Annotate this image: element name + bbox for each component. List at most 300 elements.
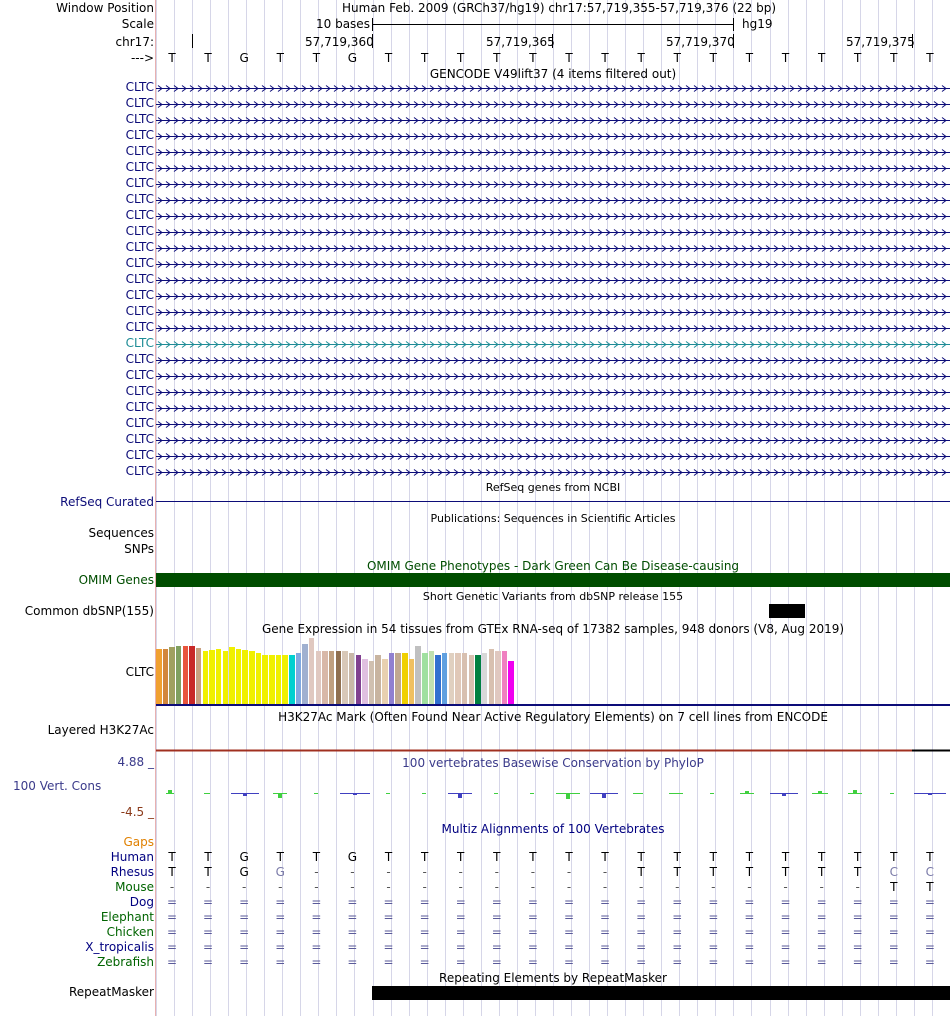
scale-label: Scale xyxy=(121,17,154,31)
multiz-base: = xyxy=(275,895,286,909)
gtex-tissue-bar[interactable] xyxy=(242,650,248,704)
multiz-base: = xyxy=(491,940,502,954)
multiz-base: - xyxy=(494,865,499,879)
multiz-base: - xyxy=(205,880,211,894)
phylop-score-mark xyxy=(812,791,828,794)
gencode-transcript-line[interactable] xyxy=(156,257,950,271)
multiz-base: T xyxy=(601,850,609,864)
multiz-base: = xyxy=(888,955,899,969)
phylop-score-mark xyxy=(340,794,370,796)
gtex-tissue-bar[interactable] xyxy=(342,651,348,704)
gtex-tissue-bar[interactable] xyxy=(183,646,189,704)
gencode-transcript-label[interactable]: CLTC xyxy=(125,368,154,382)
multiz-base: = xyxy=(924,895,935,909)
multiz-species-label[interactable]: X_tropicalis xyxy=(85,940,154,954)
multiz-base: G xyxy=(347,850,358,864)
multiz-base: T xyxy=(781,850,790,864)
multiz-base: = xyxy=(383,910,394,924)
multiz-base: = xyxy=(563,910,575,924)
gtex-tissue-bar[interactable] xyxy=(382,659,388,704)
multiz-base: - xyxy=(386,880,391,894)
multiz-base: = xyxy=(600,955,611,969)
multiz-base: T xyxy=(493,850,501,864)
multiz-base: C xyxy=(925,865,935,879)
sequence-base: T xyxy=(709,51,718,65)
gtex-tissue-bar[interactable] xyxy=(169,647,175,704)
gtex-tissue-bar[interactable] xyxy=(249,651,255,704)
gtex-tissue-bar[interactable] xyxy=(209,650,215,704)
sequence-base: T xyxy=(854,51,862,65)
gtex-tissue-bar[interactable] xyxy=(329,651,335,704)
repeatmasker-label[interactable]: RepeatMasker xyxy=(68,985,154,999)
multiz-base: = xyxy=(239,940,250,954)
multiz-base: T xyxy=(926,850,934,864)
multiz-base: = xyxy=(383,925,394,939)
gencode-transcript-label[interactable]: CLTC xyxy=(125,352,154,366)
multiz-base: - xyxy=(494,880,499,894)
multiz-base: = xyxy=(636,910,647,924)
gencode-transcript-label[interactable]: CLTC xyxy=(125,112,154,126)
gencode-transcript-line[interactable] xyxy=(156,113,950,127)
multiz-base: = xyxy=(708,895,719,909)
multiz-base: T xyxy=(168,865,176,879)
gtex-tissue-bar[interactable] xyxy=(276,655,282,704)
multiz-base: T xyxy=(457,850,465,864)
multiz-base: = xyxy=(455,955,466,969)
multiz-base: - xyxy=(566,865,572,879)
multiz-base: = xyxy=(166,910,178,924)
repeatmasker-title: Repeating Elements by RepeatMasker xyxy=(439,971,667,985)
gtex-tissue-bar[interactable] xyxy=(502,651,508,704)
multiz-base: = xyxy=(744,940,755,954)
multiz-base: = xyxy=(816,940,827,954)
dbsnp-label[interactable]: Common dbSNP(155) xyxy=(24,604,154,618)
scale-text: 10 bases xyxy=(316,17,370,31)
gtex-tissue-bar[interactable] xyxy=(189,646,195,704)
sequence-base: T xyxy=(781,51,790,65)
gtex-tissue-bar[interactable] xyxy=(316,651,322,704)
sequence-base: T xyxy=(420,51,429,65)
gencode-transcript-line[interactable] xyxy=(156,209,950,223)
multiz-base: = xyxy=(527,955,538,969)
phylop-score-mark xyxy=(669,793,683,794)
refseq-title: RefSeq genes from NCBI xyxy=(485,481,621,494)
gencode-transcript-label[interactable]: CLTC xyxy=(125,128,154,142)
gencode-transcript-label[interactable]: CLTC xyxy=(125,320,154,334)
multiz-base: = xyxy=(419,940,430,954)
gtex-tissue-bar[interactable] xyxy=(256,653,262,704)
multiz-species-label[interactable]: Chicken xyxy=(106,925,154,939)
gencode-transcript-label[interactable]: CLTC xyxy=(125,448,154,462)
multiz-base: T xyxy=(565,850,573,864)
phylop-score-mark xyxy=(770,794,798,797)
multiz-base: T xyxy=(276,850,284,864)
gtex-tissue-bar[interactable] xyxy=(362,659,368,704)
multiz-base: = xyxy=(816,895,827,909)
sequence-base: T xyxy=(529,51,537,65)
multiz-base: = xyxy=(744,925,755,939)
multiz-base: - xyxy=(638,880,644,894)
multiz-base: - xyxy=(458,865,463,879)
multiz-base: = xyxy=(563,940,575,954)
phylop-title: 100 vertebrates Basewise Conservation by PhyloP xyxy=(402,756,704,770)
multiz-base: = xyxy=(347,940,358,954)
gencode-transcript-line[interactable] xyxy=(156,353,950,367)
multiz-base: - xyxy=(783,880,788,894)
multiz-base: = xyxy=(708,925,719,939)
gencode-transcript-label[interactable]: CLTC xyxy=(125,208,154,222)
multiz-base: = xyxy=(203,925,214,939)
gtex-tissue-bar[interactable] xyxy=(349,653,355,704)
multiz-base: T xyxy=(890,850,898,864)
gencode-transcript-label[interactable]: CLTC xyxy=(125,176,154,190)
gtex-tissue-bar[interactable] xyxy=(482,653,488,704)
phylop-score-mark xyxy=(530,793,534,794)
gencode-transcript-line[interactable] xyxy=(156,465,950,479)
phylop-score-mark xyxy=(890,793,894,794)
multiz-base: = xyxy=(455,895,466,909)
window-position-label: Window Position xyxy=(56,1,154,15)
publications-sequences-label[interactable]: Sequences xyxy=(88,526,154,540)
sequence-base: G xyxy=(347,51,358,65)
phylop-max-label: 4.88 _ xyxy=(117,755,154,769)
multiz-base: = xyxy=(744,895,755,909)
multiz-base: = xyxy=(888,940,899,954)
gencode-transcript-line[interactable] xyxy=(156,161,950,175)
multiz-base: = xyxy=(491,910,502,924)
multiz-base: = xyxy=(636,895,647,909)
gtex-tissue-bar[interactable] xyxy=(163,649,169,704)
multiz-base: T xyxy=(673,850,681,864)
phylop-score-mark xyxy=(848,790,862,794)
dbsnp-variant[interactable] xyxy=(769,604,805,618)
phylop-min-label: -4.5 _ xyxy=(120,805,154,819)
multiz-base: = xyxy=(852,910,863,924)
multiz-base: = xyxy=(311,940,322,954)
gencode-transcript-line[interactable] xyxy=(156,193,950,207)
coord-2: 57,719,365 xyxy=(486,35,555,49)
multiz-base: G xyxy=(275,865,285,879)
gtex-tissue-bar[interactable] xyxy=(475,655,481,704)
gtex-tissue-bar[interactable] xyxy=(455,653,461,704)
multiz-base: - xyxy=(422,865,427,879)
gtex-tissue-bar[interactable] xyxy=(462,653,468,704)
gtex-tissue-bar[interactable] xyxy=(489,649,495,704)
multiz-base: - xyxy=(314,880,319,894)
sequence-base: G xyxy=(239,51,249,65)
multiz-base: - xyxy=(458,880,463,894)
gtex-tissue-bar[interactable] xyxy=(289,655,295,704)
gtex-tissue-bar[interactable] xyxy=(336,651,342,704)
gencode-transcript-line[interactable] xyxy=(156,433,950,447)
multiz-base: = xyxy=(491,895,502,909)
gencode-transcript-line[interactable] xyxy=(156,385,950,399)
sequence-base: T xyxy=(673,51,681,65)
gtex-tissue-bar[interactable] xyxy=(176,646,182,704)
gencode-transcript-line[interactable] xyxy=(156,401,950,415)
gencode-transcript-line[interactable] xyxy=(156,289,950,303)
multiz-base: - xyxy=(602,865,608,879)
multiz-base: = xyxy=(347,895,358,909)
multiz-base: = xyxy=(708,910,719,924)
gencode-transcript-label[interactable]: CLTC xyxy=(125,96,154,110)
gtex-label[interactable]: CLTC xyxy=(125,665,154,679)
multiz-base: = xyxy=(383,955,394,969)
multiz-base: - xyxy=(169,880,175,894)
gtex-tissue-bar[interactable] xyxy=(196,648,202,704)
gencode-transcript-label[interactable]: CLTC xyxy=(125,272,154,286)
multiz-base: - xyxy=(855,880,860,894)
chrom-label: chr17: xyxy=(115,35,154,49)
multiz-base: - xyxy=(314,865,319,879)
gtex-tissue-bar[interactable] xyxy=(442,653,448,704)
multiz-base: = xyxy=(600,910,611,924)
gencode-transcript-label[interactable]: CLTC xyxy=(125,288,154,302)
multiz-base: T xyxy=(384,850,393,864)
gtex-tissue-bar[interactable] xyxy=(203,651,209,704)
multiz-base: - xyxy=(386,865,391,879)
gencode-transcript-label[interactable]: CLTC xyxy=(125,192,154,206)
multiz-base: = xyxy=(419,910,430,924)
multiz-base: = xyxy=(491,955,502,969)
gtex-tissue-bar[interactable] xyxy=(402,653,408,704)
gencode-transcript-line[interactable] xyxy=(156,273,950,287)
phylop-score-mark xyxy=(314,793,318,794)
gencode-transcript-line[interactable] xyxy=(156,241,950,255)
gencode-transcript-line[interactable] xyxy=(156,145,950,159)
multiz-base: = xyxy=(166,925,178,939)
multiz-base: = xyxy=(924,925,935,939)
gencode-transcript-label[interactable]: CLTC xyxy=(125,464,154,478)
sequence-base: T xyxy=(745,51,754,65)
gencode-transcript-line[interactable] xyxy=(156,81,950,95)
multiz-base: = xyxy=(347,925,358,939)
gencode-transcript-label[interactable]: CLTC xyxy=(125,160,154,174)
gtex-tissue-bar[interactable] xyxy=(229,647,235,704)
gencode-transcript-label[interactable]: CLTC xyxy=(125,432,154,446)
multiz-base: = xyxy=(203,940,214,954)
multiz-base: = xyxy=(852,895,863,909)
multiz-base: = xyxy=(455,910,466,924)
multiz-base: T xyxy=(817,850,826,864)
multiz-base: - xyxy=(278,880,283,894)
publications-title: Publications: Sequences in Scientific Articles xyxy=(430,512,676,525)
gencode-transcript-line[interactable] xyxy=(156,449,950,463)
multiz-base: - xyxy=(422,880,427,894)
h3k27ac-label[interactable]: Layered H3K27Ac xyxy=(47,723,154,737)
multiz-base: = xyxy=(744,910,755,924)
multiz-base: - xyxy=(675,880,680,894)
multiz-base: = xyxy=(636,940,647,954)
gtex-tissue-bar[interactable] xyxy=(495,651,501,704)
phylop-score-mark xyxy=(273,794,287,799)
gencode-transcript-label[interactable]: CLTC xyxy=(125,256,154,270)
refseq-label[interactable]: RefSeq Curated xyxy=(60,495,154,509)
dbsnp-title: Short Genetic Variants from dbSNP release 155 xyxy=(422,590,684,603)
gtex-tissue-bar[interactable] xyxy=(415,646,421,704)
phylop-label[interactable]: 100 Vert. Cons xyxy=(13,779,102,793)
sequence-base: T xyxy=(601,51,609,65)
multiz-base: = xyxy=(563,925,575,939)
gencode-transcript-line[interactable] xyxy=(156,225,950,239)
multiz-base: = xyxy=(383,895,394,909)
gtex-tissue-bar[interactable] xyxy=(449,653,455,704)
strand-label: ---> xyxy=(130,51,154,65)
gencode-transcript-label[interactable]: CLTC xyxy=(125,240,154,254)
multiz-base: T xyxy=(709,850,718,864)
gtex-tissue-bar[interactable] xyxy=(369,661,375,704)
gtex-tissue-bar[interactable] xyxy=(223,651,229,704)
multiz-species-label[interactable]: Human xyxy=(110,850,154,864)
gtex-tissue-bar[interactable] xyxy=(269,655,275,704)
gtex-tissue-bar[interactable] xyxy=(156,649,162,704)
gtex-tissue-bar[interactable] xyxy=(469,655,475,704)
gtex-tissue-bar[interactable] xyxy=(409,659,415,704)
gtex-tissue-bar[interactable] xyxy=(429,651,435,704)
multiz-base: = xyxy=(239,925,250,939)
multiz-base: = xyxy=(419,955,430,969)
multiz-base: - xyxy=(350,880,355,894)
gencode-transcript-line[interactable] xyxy=(156,417,950,431)
multiz-base: = xyxy=(816,955,827,969)
multiz-base: = xyxy=(708,940,719,954)
multiz-base: = xyxy=(275,940,286,954)
multiz-base: = xyxy=(239,910,250,924)
multiz-base: = xyxy=(527,910,538,924)
multiz-species-label[interactable]: Dog xyxy=(129,895,154,909)
omim-gene-bar[interactable] xyxy=(156,573,950,587)
gtex-tissue-bar[interactable] xyxy=(282,655,288,704)
gencode-transcript-line[interactable] xyxy=(156,305,950,319)
multiz-base: = xyxy=(708,955,719,969)
multiz-base: = xyxy=(347,955,358,969)
phylop-score-mark xyxy=(386,793,390,794)
multiz-base: G xyxy=(239,865,249,879)
gtex-tissue-bar[interactable] xyxy=(395,653,401,704)
gtex-tissue-bar[interactable] xyxy=(375,655,381,704)
multiz-base: - xyxy=(747,880,752,894)
multiz-base: - xyxy=(242,880,247,894)
gtex-tissue-bar[interactable] xyxy=(236,649,242,704)
multiz-species-label[interactable]: Zebrafish xyxy=(97,955,154,969)
phylop-score-mark xyxy=(204,793,210,794)
gencode-transcript-line[interactable] xyxy=(156,177,950,191)
gencode-transcript-label[interactable]: CLTC xyxy=(125,336,154,350)
multiz-base: - xyxy=(711,880,716,894)
multiz-base: G xyxy=(239,850,249,864)
gtex-tissue-bar[interactable] xyxy=(508,661,514,704)
multiz-base: = xyxy=(852,955,863,969)
phylop-score-mark xyxy=(710,793,714,794)
multiz-title: Multiz Alignments of 100 Vertebrates xyxy=(441,822,665,836)
sequence-base: T xyxy=(637,51,645,65)
multiz-base: = xyxy=(636,955,647,969)
multiz-base: - xyxy=(350,865,355,879)
gtex-tissue-bar[interactable] xyxy=(309,638,315,704)
gencode-transcript-label[interactable]: CLTC xyxy=(125,416,154,430)
gencode-transcript-line[interactable] xyxy=(156,337,950,351)
gtex-tissue-bar[interactable] xyxy=(296,653,302,704)
gencode-transcript-label[interactable]: CLTC xyxy=(125,304,154,318)
multiz-base: = xyxy=(275,910,286,924)
repeatmasker-element[interactable] xyxy=(372,986,950,1000)
gencode-transcript-line[interactable] xyxy=(156,321,950,335)
multiz-base: = xyxy=(527,895,538,909)
phylop-score-mark xyxy=(633,793,643,794)
gencode-transcript-label[interactable]: CLTC xyxy=(125,80,154,94)
multiz-species-label[interactable]: Mouse xyxy=(115,880,154,894)
multiz-base: T xyxy=(673,865,681,879)
multiz-base: C xyxy=(889,865,898,879)
gtex-tissue-bar[interactable] xyxy=(356,655,362,704)
multiz-species-label[interactable]: Rhesus xyxy=(110,865,154,879)
multiz-base: = xyxy=(527,925,538,939)
multiz-base: = xyxy=(600,925,611,939)
gtex-tissue-bar[interactable] xyxy=(389,653,395,704)
phylop-score-mark xyxy=(422,793,426,794)
sequence-base: T xyxy=(312,51,321,65)
sequence-base: T xyxy=(384,51,393,65)
window-position-value: Human Feb. 2009 (GRCh37/hg19) chr17:57,719,355-57,719,376 (22 bp) xyxy=(342,1,777,15)
multiz-base: = xyxy=(924,940,935,954)
gencode-transcript-label[interactable]: CLTC xyxy=(125,144,154,158)
phylop-score-mark xyxy=(556,794,580,800)
sequence-base: T xyxy=(926,51,934,65)
multiz-species-label[interactable]: Elephant xyxy=(100,910,154,924)
multiz-base: = xyxy=(780,895,791,909)
multiz-base: = xyxy=(311,910,322,924)
gencode-transcript-line[interactable] xyxy=(156,97,950,111)
gencode-transcript-label[interactable]: CLTC xyxy=(125,384,154,398)
coord-1: 57,719,360 xyxy=(305,35,374,49)
multiz-base: = xyxy=(780,940,791,954)
gencode-transcript-label[interactable]: CLTC xyxy=(125,224,154,238)
gtex-tissue-bar[interactable] xyxy=(302,644,308,704)
sequence-base: T xyxy=(817,51,826,65)
gtex-tissue-bar[interactable] xyxy=(262,655,268,704)
gencode-title: GENCODE V49lift37 (4 items filtered out) xyxy=(429,67,677,81)
multiz-base: T xyxy=(204,865,212,879)
multiz-base: - xyxy=(566,880,572,894)
multiz-base: = xyxy=(347,910,358,924)
multiz-base: = xyxy=(672,940,683,954)
gaps-label: Gaps xyxy=(123,835,154,849)
phylop-score-mark xyxy=(231,794,259,797)
multiz-base: T xyxy=(529,850,537,864)
gtex-tissue-bar[interactable] xyxy=(422,653,428,704)
gencode-transcript-label[interactable]: CLTC xyxy=(125,400,154,414)
multiz-base: T xyxy=(312,850,321,864)
omim-label[interactable]: OMIM Genes xyxy=(78,573,154,587)
multiz-base: = xyxy=(275,955,286,969)
phylop-score-mark xyxy=(166,790,174,794)
gencode-transcript-line[interactable] xyxy=(156,369,950,383)
phylop-score-mark xyxy=(494,793,498,794)
multiz-base: - xyxy=(602,880,608,894)
multiz-base: = xyxy=(311,955,322,969)
multiz-base: = xyxy=(527,940,538,954)
multiz-base: = xyxy=(672,925,683,939)
multiz-base: T xyxy=(854,850,862,864)
gtex-tissue-bar[interactable] xyxy=(216,649,222,704)
gencode-transcript-line[interactable] xyxy=(156,129,950,143)
publications-snps-label[interactable]: SNPs xyxy=(124,542,154,556)
multiz-base: = xyxy=(203,955,214,969)
gtex-tissue-bar[interactable] xyxy=(322,651,328,704)
multiz-base: = xyxy=(852,940,863,954)
multiz-base: = xyxy=(491,925,502,939)
gtex-tissue-bar[interactable] xyxy=(435,655,441,704)
